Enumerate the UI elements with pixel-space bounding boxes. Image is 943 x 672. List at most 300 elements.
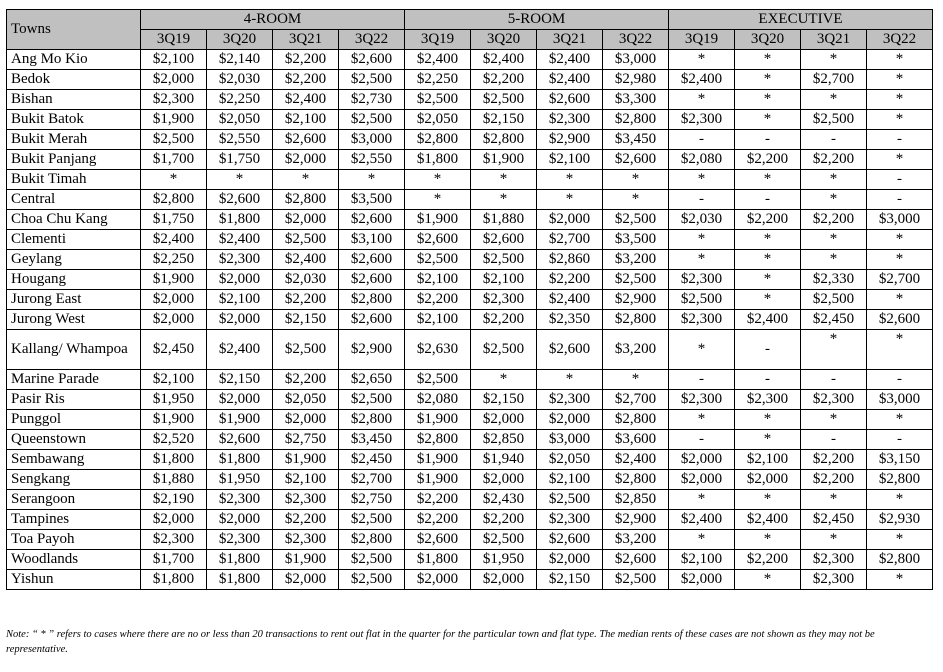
rent-cell-4-room-3q22: $2,600	[339, 210, 405, 230]
rent-cell-executive-3q19: -	[669, 190, 735, 210]
rent-cell-5-room-3q19: $2,100	[405, 310, 471, 330]
rent-cell-5-room-3q20: $2,400	[471, 50, 537, 70]
rent-cell-4-room-3q20: $2,030	[207, 70, 273, 90]
rent-cell-5-room-3q21: $2,700	[537, 230, 603, 250]
rent-cell-5-room-3q22: *	[603, 370, 669, 390]
rent-cell-executive-3q22: $2,800	[867, 550, 933, 570]
rent-cell-4-room-3q22: $2,450	[339, 450, 405, 470]
quarter-header-4-room-3q22: 3Q22	[339, 30, 405, 50]
rent-cell-executive-3q19: $2,300	[669, 390, 735, 410]
rent-cell-4-room-3q19: $2,100	[141, 370, 207, 390]
town-name-cell: Queenstown	[7, 430, 141, 450]
rent-cell-5-room-3q19: $1,800	[405, 550, 471, 570]
table-row	[7, 170, 933, 190]
rent-cell-executive-3q19: $2,400	[669, 510, 735, 530]
rent-cell-5-room-3q19: $2,080	[405, 390, 471, 410]
rent-cell-4-room-3q21: $2,200	[273, 290, 339, 310]
town-name-cell: Marine Parade	[7, 370, 141, 390]
rent-cell-5-room-3q21: *	[537, 190, 603, 210]
rent-cell-5-room-3q20: $2,500	[471, 90, 537, 110]
rent-cell-executive-3q19: -	[669, 370, 735, 390]
rent-cell-4-room-3q21: $2,200	[273, 70, 339, 90]
rent-cell-4-room-3q19: $2,400	[141, 230, 207, 250]
rent-cell-executive-3q21: *	[801, 90, 867, 110]
rent-cell-5-room-3q20: $2,000	[471, 470, 537, 490]
rent-cell-executive-3q22: *	[867, 110, 933, 130]
table-row	[7, 570, 933, 590]
rent-cell-executive-3q21: $2,200	[801, 470, 867, 490]
rent-cell-5-room-3q19: $1,900	[405, 210, 471, 230]
rent-cell-executive-3q19: $2,300	[669, 310, 735, 330]
rent-cell-4-room-3q20: *	[207, 170, 273, 190]
rent-cell-executive-3q19: *	[669, 530, 735, 550]
town-name-cell: Geylang	[7, 250, 141, 270]
rent-cell-4-room-3q19: $1,700	[141, 550, 207, 570]
rent-cell-executive-3q20: $2,200	[735, 150, 801, 170]
rent-cell-5-room-3q21: $2,200	[537, 270, 603, 290]
rent-cell-4-room-3q22: $2,600	[339, 50, 405, 70]
rent-cell-executive-3q22: *	[867, 410, 933, 430]
rent-cell-4-room-3q20: $2,600	[207, 190, 273, 210]
rent-cell-executive-3q19: *	[669, 410, 735, 430]
rent-cell-5-room-3q22: $2,500	[603, 270, 669, 290]
town-name-cell: Jurong West	[7, 310, 141, 330]
town-name-cell: Tampines	[7, 510, 141, 530]
town-name-cell: Pasir Ris	[7, 390, 141, 410]
rent-cell-5-room-3q21: $2,400	[537, 290, 603, 310]
rent-cell-4-room-3q20: $1,950	[207, 470, 273, 490]
rent-cell-executive-3q20: $2,000	[735, 470, 801, 490]
rent-cell-5-room-3q22: $3,200	[603, 530, 669, 550]
rent-cell-5-room-3q22: $2,850	[603, 490, 669, 510]
rent-cell-executive-3q21: $2,330	[801, 270, 867, 290]
rent-cell-4-room-3q19: $2,000	[141, 310, 207, 330]
rent-cell-executive-3q21: *	[801, 190, 867, 210]
rent-cell-executive-3q21: $2,500	[801, 110, 867, 130]
quarter-header-4-room-3q20: 3Q20	[207, 30, 273, 50]
rent-cell-4-room-3q22: $3,100	[339, 230, 405, 250]
quarter-header-5-room-3q19: 3Q19	[405, 30, 471, 50]
group-header-5-room: 5-ROOM	[405, 10, 669, 30]
rent-cell-executive-3q22: *	[867, 70, 933, 90]
rent-cell-4-room-3q20: $2,300	[207, 250, 273, 270]
rent-cell-4-room-3q21: $2,400	[273, 90, 339, 110]
rent-cell-5-room-3q20: $2,600	[471, 230, 537, 250]
quarter-header-executive-3q20: 3Q20	[735, 30, 801, 50]
rent-cell-executive-3q22: $3,000	[867, 210, 933, 230]
rent-cell-executive-3q19: *	[669, 90, 735, 110]
rent-cell-5-room-3q20: *	[471, 370, 537, 390]
rent-cell-5-room-3q22: $2,980	[603, 70, 669, 90]
rent-cell-executive-3q19: -	[669, 430, 735, 450]
rent-cell-4-room-3q21: $1,900	[273, 550, 339, 570]
table-row	[7, 230, 933, 250]
rent-cell-4-room-3q22: *	[339, 170, 405, 190]
rent-cell-5-room-3q19: $2,100	[405, 270, 471, 290]
rent-cell-executive-3q21: *	[801, 410, 867, 430]
rent-cell-5-room-3q20: $2,800	[471, 130, 537, 150]
table-row	[7, 50, 933, 70]
rent-cell-executive-3q19: $2,000	[669, 570, 735, 590]
town-name-cell: Bedok	[7, 70, 141, 90]
rent-cell-5-room-3q19: $1,900	[405, 450, 471, 470]
rent-cell-4-room-3q20: $2,300	[207, 530, 273, 550]
rent-cell-5-room-3q22: $3,200	[603, 330, 669, 370]
rent-cell-5-room-3q19: $2,200	[405, 490, 471, 510]
rent-cell-4-room-3q19: $1,900	[141, 410, 207, 430]
rent-cell-executive-3q19: *	[669, 230, 735, 250]
rent-cell-executive-3q22: $2,930	[867, 510, 933, 530]
group-header-executive: EXECUTIVE	[669, 10, 933, 30]
rent-cell-4-room-3q19: $1,880	[141, 470, 207, 490]
rent-cell-executive-3q22: *	[867, 230, 933, 250]
rent-cell-5-room-3q19: $2,800	[405, 130, 471, 150]
rent-cell-5-room-3q21: $2,400	[537, 70, 603, 90]
rent-cell-executive-3q20: -	[735, 370, 801, 390]
rent-cell-5-room-3q21: $2,100	[537, 470, 603, 490]
rent-cell-executive-3q21: *	[801, 530, 867, 550]
rent-cell-executive-3q19: $2,030	[669, 210, 735, 230]
rent-cell-5-room-3q20: $2,500	[471, 250, 537, 270]
rent-cell-5-room-3q19: $2,200	[405, 290, 471, 310]
rent-cell-5-room-3q19: $2,630	[405, 330, 471, 370]
rent-cell-executive-3q22: *	[867, 150, 933, 170]
table-row	[7, 90, 933, 110]
rent-cell-4-room-3q21: $2,100	[273, 470, 339, 490]
rent-cell-4-room-3q22: $2,650	[339, 370, 405, 390]
rent-cell-4-room-3q22: $2,500	[339, 70, 405, 90]
rent-cell-4-room-3q20: $1,750	[207, 150, 273, 170]
rent-cell-executive-3q20: $2,200	[735, 210, 801, 230]
rent-cell-5-room-3q20: $2,200	[471, 310, 537, 330]
rent-cell-executive-3q22: *	[867, 490, 933, 510]
rent-cell-executive-3q22: $3,000	[867, 390, 933, 410]
rent-cell-5-room-3q21: *	[537, 370, 603, 390]
quarter-header-executive-3q21: 3Q21	[801, 30, 867, 50]
rent-cell-5-room-3q19: $1,900	[405, 410, 471, 430]
rent-cell-4-room-3q21: $2,200	[273, 50, 339, 70]
table-row	[7, 150, 933, 170]
rent-cell-5-room-3q20: $2,500	[471, 330, 537, 370]
rent-cell-4-room-3q20: $2,400	[207, 230, 273, 250]
table-row	[7, 530, 933, 550]
rent-cell-executive-3q19: $2,300	[669, 110, 735, 130]
rent-cell-4-room-3q21: $2,400	[273, 250, 339, 270]
table-row	[7, 470, 933, 490]
table-body	[7, 50, 933, 590]
rent-cell-5-room-3q19: $2,600	[405, 230, 471, 250]
quarter-header-4-room-3q19: 3Q19	[141, 30, 207, 50]
rent-cell-4-room-3q19: $2,250	[141, 250, 207, 270]
table-row	[7, 330, 933, 370]
rent-cell-5-room-3q21: *	[537, 170, 603, 190]
rent-cell-executive-3q20: *	[735, 50, 801, 70]
rent-cell-executive-3q19: -	[669, 130, 735, 150]
rent-cell-executive-3q20: *	[735, 570, 801, 590]
rent-cell-4-room-3q20: $2,250	[207, 90, 273, 110]
rent-cell-5-room-3q19: $2,500	[405, 250, 471, 270]
rent-cell-executive-3q20: *	[735, 430, 801, 450]
rent-cell-executive-3q21: $2,500	[801, 290, 867, 310]
rent-cell-4-room-3q20: $2,400	[207, 330, 273, 370]
rent-cell-5-room-3q22: *	[603, 190, 669, 210]
rent-cell-executive-3q20: $2,200	[735, 550, 801, 570]
rent-cell-5-room-3q21: $2,600	[537, 330, 603, 370]
rent-cell-5-room-3q22: $2,900	[603, 290, 669, 310]
rent-cell-4-room-3q20: $1,800	[207, 450, 273, 470]
rent-cell-5-room-3q19: $2,600	[405, 530, 471, 550]
table-row	[7, 210, 933, 230]
rent-cell-4-room-3q22: $2,550	[339, 150, 405, 170]
rent-cell-4-room-3q19: *	[141, 170, 207, 190]
rent-cell-5-room-3q20: $2,000	[471, 570, 537, 590]
rent-cell-executive-3q21: $2,450	[801, 510, 867, 530]
rent-cell-5-room-3q19: $2,500	[405, 90, 471, 110]
rent-cell-4-room-3q19: $2,000	[141, 510, 207, 530]
rent-cell-4-room-3q21: $2,300	[273, 490, 339, 510]
table-footnote: Note: “ * ” refers to cases where there are no or less than 20 transactions to rent out flat in the quarter for the particular town and flat type. The median rents of these cases are not shown as they may not be representative.	[6, 629, 875, 655]
rent-cell-5-room-3q22: $2,500	[603, 570, 669, 590]
rent-cell-executive-3q21: $2,200	[801, 210, 867, 230]
table-row	[7, 270, 933, 290]
rent-cell-executive-3q21: *	[801, 490, 867, 510]
rent-cell-4-room-3q20: $2,000	[207, 510, 273, 530]
rent-cell-4-room-3q20: $2,600	[207, 430, 273, 450]
table-row	[7, 510, 933, 530]
rent-cell-executive-3q20: *	[735, 170, 801, 190]
quarter-header-executive-3q19: 3Q19	[669, 30, 735, 50]
rent-cell-5-room-3q22: $3,000	[603, 50, 669, 70]
rent-cell-executive-3q19: $2,080	[669, 150, 735, 170]
rent-cell-executive-3q19: *	[669, 490, 735, 510]
rent-cell-executive-3q20: *	[735, 250, 801, 270]
town-name-cell: Ang Mo Kio	[7, 50, 141, 70]
rent-cell-4-room-3q19: $2,800	[141, 190, 207, 210]
rent-cell-executive-3q22: -	[867, 130, 933, 150]
rent-cell-4-room-3q22: $3,500	[339, 190, 405, 210]
rent-cell-4-room-3q19: $1,900	[141, 270, 207, 290]
rent-cell-executive-3q20: *	[735, 230, 801, 250]
town-name-cell: Central	[7, 190, 141, 210]
rent-cell-5-room-3q21: $2,000	[537, 210, 603, 230]
rent-cell-4-room-3q22: $2,600	[339, 250, 405, 270]
town-name-cell: Woodlands	[7, 550, 141, 570]
rent-cell-4-room-3q20: $1,800	[207, 570, 273, 590]
table-row	[7, 290, 933, 310]
rent-cell-executive-3q20: -	[735, 330, 801, 370]
town-name-cell: Bukit Merah	[7, 130, 141, 150]
rent-cell-executive-3q21: *	[801, 330, 867, 370]
rent-cell-5-room-3q21: $2,600	[537, 530, 603, 550]
rent-cell-5-room-3q19: $2,200	[405, 510, 471, 530]
table-row	[7, 410, 933, 430]
rent-cell-5-room-3q21: $2,050	[537, 450, 603, 470]
rent-cell-4-room-3q19: $2,500	[141, 130, 207, 150]
rent-cell-executive-3q21: *	[801, 230, 867, 250]
table-row	[7, 390, 933, 410]
group-header-row	[7, 10, 933, 30]
town-name-cell: Punggol	[7, 410, 141, 430]
rent-cell-5-room-3q21: $2,400	[537, 50, 603, 70]
rent-cell-4-room-3q19: $2,450	[141, 330, 207, 370]
rent-cell-executive-3q19: $2,500	[669, 290, 735, 310]
town-name-cell: Sengkang	[7, 470, 141, 490]
group-header-4-room: 4-ROOM	[141, 10, 405, 30]
rent-cell-executive-3q19: $2,400	[669, 70, 735, 90]
rent-cell-5-room-3q19: $2,400	[405, 50, 471, 70]
rent-cell-4-room-3q22: $2,750	[339, 490, 405, 510]
rent-cell-4-room-3q20: $2,050	[207, 110, 273, 130]
rent-cell-executive-3q19: $2,300	[669, 270, 735, 290]
rent-cell-5-room-3q21: $2,900	[537, 130, 603, 150]
rent-cell-5-room-3q20: $2,850	[471, 430, 537, 450]
rent-cell-5-room-3q20: $2,200	[471, 70, 537, 90]
rent-cell-4-room-3q22: $2,900	[339, 330, 405, 370]
rent-cell-4-room-3q22: $2,700	[339, 470, 405, 490]
rent-cell-5-room-3q21: $2,300	[537, 110, 603, 130]
rent-cell-5-room-3q20: $1,950	[471, 550, 537, 570]
rent-cell-4-room-3q20: $1,800	[207, 210, 273, 230]
rent-cell-4-room-3q21: $2,030	[273, 270, 339, 290]
rent-cell-5-room-3q19: *	[405, 170, 471, 190]
rent-cell-4-room-3q19: $2,190	[141, 490, 207, 510]
rent-cell-executive-3q21: *	[801, 250, 867, 270]
rent-cell-5-room-3q22: $2,700	[603, 390, 669, 410]
rent-cell-5-room-3q22: *	[603, 170, 669, 190]
rent-cell-5-room-3q19: $2,000	[405, 570, 471, 590]
rent-cell-executive-3q19: *	[669, 170, 735, 190]
rent-cell-5-room-3q20: $2,100	[471, 270, 537, 290]
rent-cell-executive-3q21: -	[801, 370, 867, 390]
rent-cell-5-room-3q19: *	[405, 190, 471, 210]
rent-cell-executive-3q19: *	[669, 330, 735, 370]
rent-cell-5-room-3q22: $2,900	[603, 510, 669, 530]
table-row	[7, 450, 933, 470]
rent-cell-executive-3q21: *	[801, 50, 867, 70]
quarter-header-4-room-3q21: 3Q21	[273, 30, 339, 50]
rent-cell-5-room-3q21: $3,000	[537, 430, 603, 450]
rent-cell-4-room-3q20: $2,300	[207, 490, 273, 510]
town-name-cell: Kallang/ Whampoa	[7, 330, 141, 370]
rent-cell-5-room-3q20: $2,300	[471, 290, 537, 310]
rent-cell-executive-3q20: $2,400	[735, 510, 801, 530]
rent-cell-4-room-3q22: $2,500	[339, 550, 405, 570]
rent-cell-4-room-3q21: $2,200	[273, 510, 339, 530]
quarter-header-row	[7, 30, 933, 50]
rent-cell-4-room-3q21: $2,750	[273, 430, 339, 450]
rent-cell-executive-3q20: *	[735, 490, 801, 510]
rent-cell-4-room-3q22: $3,000	[339, 130, 405, 150]
rent-cell-4-room-3q19: $1,800	[141, 570, 207, 590]
rent-cell-executive-3q20: *	[735, 110, 801, 130]
rent-cell-executive-3q19: $2,100	[669, 550, 735, 570]
rent-cell-5-room-3q19: $1,900	[405, 470, 471, 490]
rent-cell-4-room-3q19: $2,300	[141, 530, 207, 550]
rent-cell-4-room-3q20: $2,000	[207, 390, 273, 410]
rent-cell-5-room-3q22: $2,500	[603, 210, 669, 230]
rent-cell-5-room-3q21: $2,000	[537, 410, 603, 430]
town-name-cell: Bukit Timah	[7, 170, 141, 190]
quarter-header-executive-3q22: 3Q22	[867, 30, 933, 50]
rent-cell-4-room-3q22: $2,800	[339, 410, 405, 430]
rent-cell-executive-3q22: *	[867, 330, 933, 370]
rent-cell-4-room-3q21: $2,200	[273, 370, 339, 390]
rent-cell-executive-3q21: $2,200	[801, 450, 867, 470]
rent-cell-5-room-3q20: *	[471, 170, 537, 190]
rent-cell-4-room-3q21: $2,300	[273, 530, 339, 550]
rent-cell-executive-3q21: $2,700	[801, 70, 867, 90]
rent-cell-5-room-3q22: $3,600	[603, 430, 669, 450]
rent-cell-executive-3q21: $2,300	[801, 570, 867, 590]
rent-cell-4-room-3q21: $2,500	[273, 330, 339, 370]
rent-cell-4-room-3q21: $1,900	[273, 450, 339, 470]
rent-cell-5-room-3q21: $2,100	[537, 150, 603, 170]
rent-cell-5-room-3q20: $2,000	[471, 410, 537, 430]
rent-cell-4-room-3q22: $2,500	[339, 510, 405, 530]
rent-cell-executive-3q22: -	[867, 430, 933, 450]
rent-cell-executive-3q22: *	[867, 250, 933, 270]
rent-cell-5-room-3q22: $2,600	[603, 550, 669, 570]
rent-cell-executive-3q20: *	[735, 90, 801, 110]
rent-cell-5-room-3q19: $2,050	[405, 110, 471, 130]
rent-cell-5-room-3q21: $2,300	[537, 390, 603, 410]
table-row	[7, 490, 933, 510]
rent-cell-4-room-3q19: $1,800	[141, 450, 207, 470]
town-name-cell: Yishun	[7, 570, 141, 590]
rent-cell-5-room-3q21: $2,300	[537, 510, 603, 530]
rent-cell-4-room-3q21: *	[273, 170, 339, 190]
rent-cell-4-room-3q22: $2,600	[339, 310, 405, 330]
rent-cell-executive-3q22: $2,600	[867, 310, 933, 330]
rent-cell-4-room-3q21: $2,600	[273, 130, 339, 150]
rent-cell-executive-3q20: -	[735, 130, 801, 150]
rent-cell-4-room-3q20: $2,100	[207, 290, 273, 310]
rent-cell-4-room-3q21: $2,000	[273, 410, 339, 430]
rent-cell-5-room-3q21: $2,350	[537, 310, 603, 330]
rent-cell-5-room-3q20: $2,500	[471, 530, 537, 550]
rent-cell-4-room-3q22: $2,800	[339, 530, 405, 550]
rent-cell-4-room-3q20: $2,000	[207, 310, 273, 330]
town-name-cell: Bukit Panjang	[7, 150, 141, 170]
quarter-header-5-room-3q21: 3Q21	[537, 30, 603, 50]
rent-cell-executive-3q20: *	[735, 270, 801, 290]
rent-cell-executive-3q20: -	[735, 190, 801, 210]
rent-cell-5-room-3q22: $2,800	[603, 410, 669, 430]
rent-cell-5-room-3q22: $3,300	[603, 90, 669, 110]
rent-cell-5-room-3q22: $2,600	[603, 150, 669, 170]
quarter-header-5-room-3q22: 3Q22	[603, 30, 669, 50]
rent-cell-4-room-3q19: $2,520	[141, 430, 207, 450]
rent-cell-executive-3q20: *	[735, 290, 801, 310]
rent-cell-executive-3q21: $2,200	[801, 150, 867, 170]
rent-cell-executive-3q21: $2,300	[801, 550, 867, 570]
rent-cell-executive-3q21: -	[801, 130, 867, 150]
rent-cell-executive-3q22: *	[867, 530, 933, 550]
rent-cell-4-room-3q22: $2,500	[339, 570, 405, 590]
rent-cell-executive-3q22: *	[867, 290, 933, 310]
rent-cell-4-room-3q19: $2,000	[141, 290, 207, 310]
rent-cell-5-room-3q20: $2,150	[471, 390, 537, 410]
rent-cell-executive-3q20: *	[735, 410, 801, 430]
rent-cell-4-room-3q19: $1,700	[141, 150, 207, 170]
rent-cell-5-room-3q19: $2,800	[405, 430, 471, 450]
rent-cell-executive-3q22: *	[867, 50, 933, 70]
rent-cell-5-room-3q20: $2,430	[471, 490, 537, 510]
rent-cell-4-room-3q20: $2,550	[207, 130, 273, 150]
rent-cell-4-room-3q19: $1,950	[141, 390, 207, 410]
rent-cell-4-room-3q19: $2,300	[141, 90, 207, 110]
rent-cell-5-room-3q19: $2,250	[405, 70, 471, 90]
